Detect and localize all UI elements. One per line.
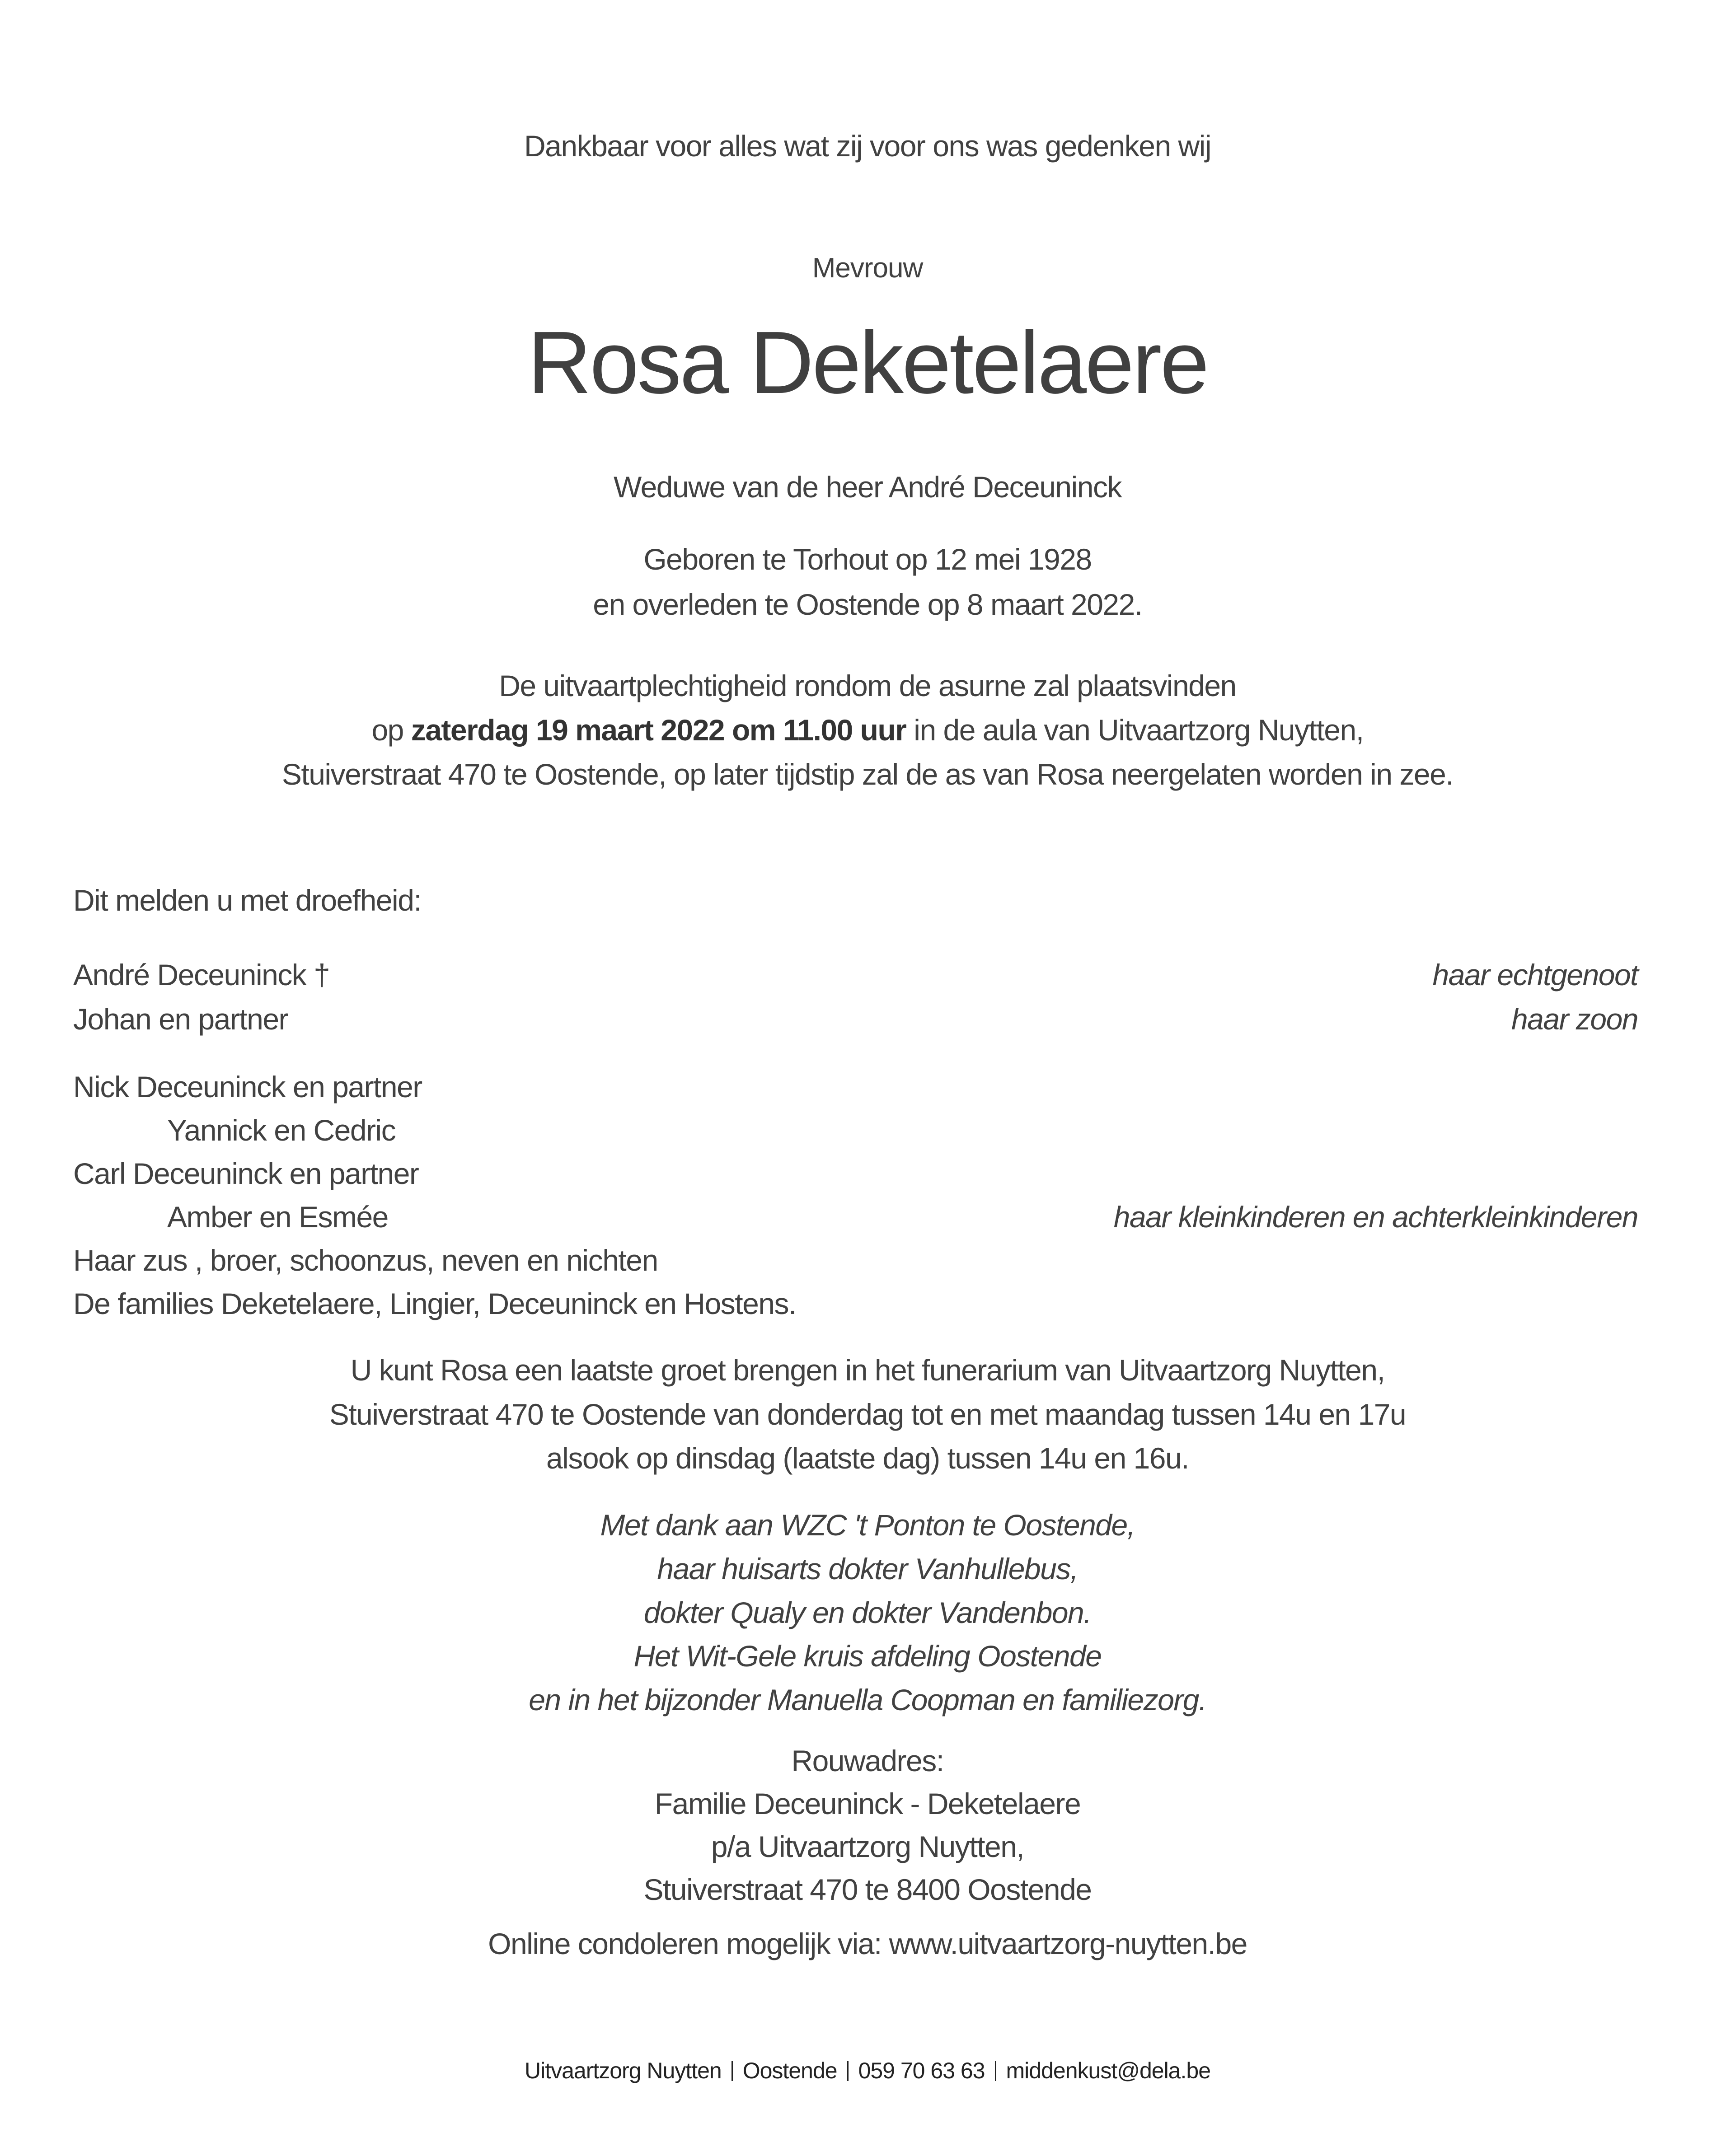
death-line: en overleden te Oostende op 8 maart 2022.	[593, 588, 1142, 621]
great-grandchild-line: Amber en Esmée	[167, 1200, 388, 1234]
condolence-website-link[interactable]: www.uitvaartzorg-nuytten.be	[889, 1927, 1247, 1960]
announcement-heading: Dit melden u met droefheid:	[73, 884, 422, 917]
mourning-address-line: p/a Uitvaartzorg Nuytten,	[711, 1830, 1024, 1863]
other-relatives-line: Haar zus , broer, schoonzus, neven en nichten	[73, 1244, 658, 1277]
thanks-line: haar huisarts dokter Vanhullebus,	[657, 1552, 1078, 1585]
spouse-name: André Deceuninck †	[73, 958, 330, 991]
grandchild-line: Carl Deceuninck en partner	[73, 1157, 419, 1190]
title-prefix: Mevrouw	[812, 253, 923, 284]
footer-phone[interactable]: 059 70 63 63	[858, 2058, 985, 2083]
ceremony-line-3: Stuiverstraat 470 te Oostende, op later tijdstip zal de as van Rosa neergelaten worden in zee.	[281, 758, 1454, 791]
spouse-relation: haar echtgenoot	[1432, 958, 1638, 991]
footer-separator	[847, 2061, 849, 2081]
ceremony-location: in de aula van Uitvaartzorg Nuytten,	[906, 713, 1364, 747]
deceased-name: Rosa Deketelaere	[527, 313, 1208, 412]
visitation-line: alsook op dinsdag (laatste dag) tussen 14u en 16u.	[546, 1441, 1189, 1475]
thanks-line: Met dank aan WZC 't Ponton te Oostende,	[600, 1508, 1135, 1542]
footer-city: Oostende	[742, 2058, 837, 2083]
online-condolence	[0, 1927, 1735, 1961]
mourning-address-line: Familie Deceuninck - Deketelaere	[654, 1787, 1081, 1820]
mourning-address-heading: Rouwadres:	[791, 1744, 944, 1777]
widow-line: Weduwe van de heer André Deceuninck	[613, 470, 1122, 504]
ceremony-datetime: zaterdag 19 maart 2022 om 11.00 uur	[411, 713, 906, 747]
ceremony-line-1: De uitvaartplechtigheid rondom de asurne zal plaatsvinden	[499, 669, 1236, 702]
mourning-address-line: Stuiverstraat 470 te 8400 Oostende	[643, 1873, 1092, 1906]
visitation-line: U kunt Rosa een laatste groet brengen in het funerarium van Uitvaartzorg Nuytten,	[350, 1353, 1385, 1387]
visitation-line: Stuiverstraat 470 te Oostende van donderdag tot en met maandag tussen 14u en 17u	[329, 1398, 1406, 1431]
online-condolence-label: Online condoleren mogelijk via:	[488, 1927, 889, 1960]
other-relatives-line: De families Deketelaere, Lingier, Deceuninck en Hostens.	[73, 1287, 796, 1320]
son-name: Johan en partner	[73, 1002, 288, 1036]
grandchild-line: Nick Deceuninck en partner	[73, 1070, 422, 1104]
footer-separator	[732, 2061, 733, 2081]
thanks-line: dokter Qualy en dokter Vandenbon.	[643, 1596, 1092, 1629]
ceremony-line-2	[0, 713, 1735, 747]
great-grandchild-line: Yannick en Cedric	[167, 1113, 396, 1147]
birth-line: Geboren te Torhout op 12 mei 1928	[643, 543, 1092, 576]
footer-separator	[995, 2061, 996, 2081]
intro-text: Dankbaar voor alles wat zij voor ons was gedenken wij	[524, 129, 1211, 163]
footer-email[interactable]: middenkust@dela.be	[1006, 2058, 1210, 2083]
grandchildren-relation: haar kleinkinderen en achterkleinkinderen	[1113, 1200, 1638, 1234]
footer	[0, 2058, 1735, 2084]
thanks-line: en in het bijzonder Manuella Coopman en familiezorg.	[529, 1683, 1206, 1716]
son-relation: haar zoon	[1511, 1002, 1638, 1036]
ceremony-prefix: op	[371, 713, 411, 747]
thanks-line: Het Wit-Gele kruis afdeling Oostende	[633, 1639, 1102, 1673]
footer-company: Uitvaartzorg Nuytten	[524, 2058, 722, 2083]
